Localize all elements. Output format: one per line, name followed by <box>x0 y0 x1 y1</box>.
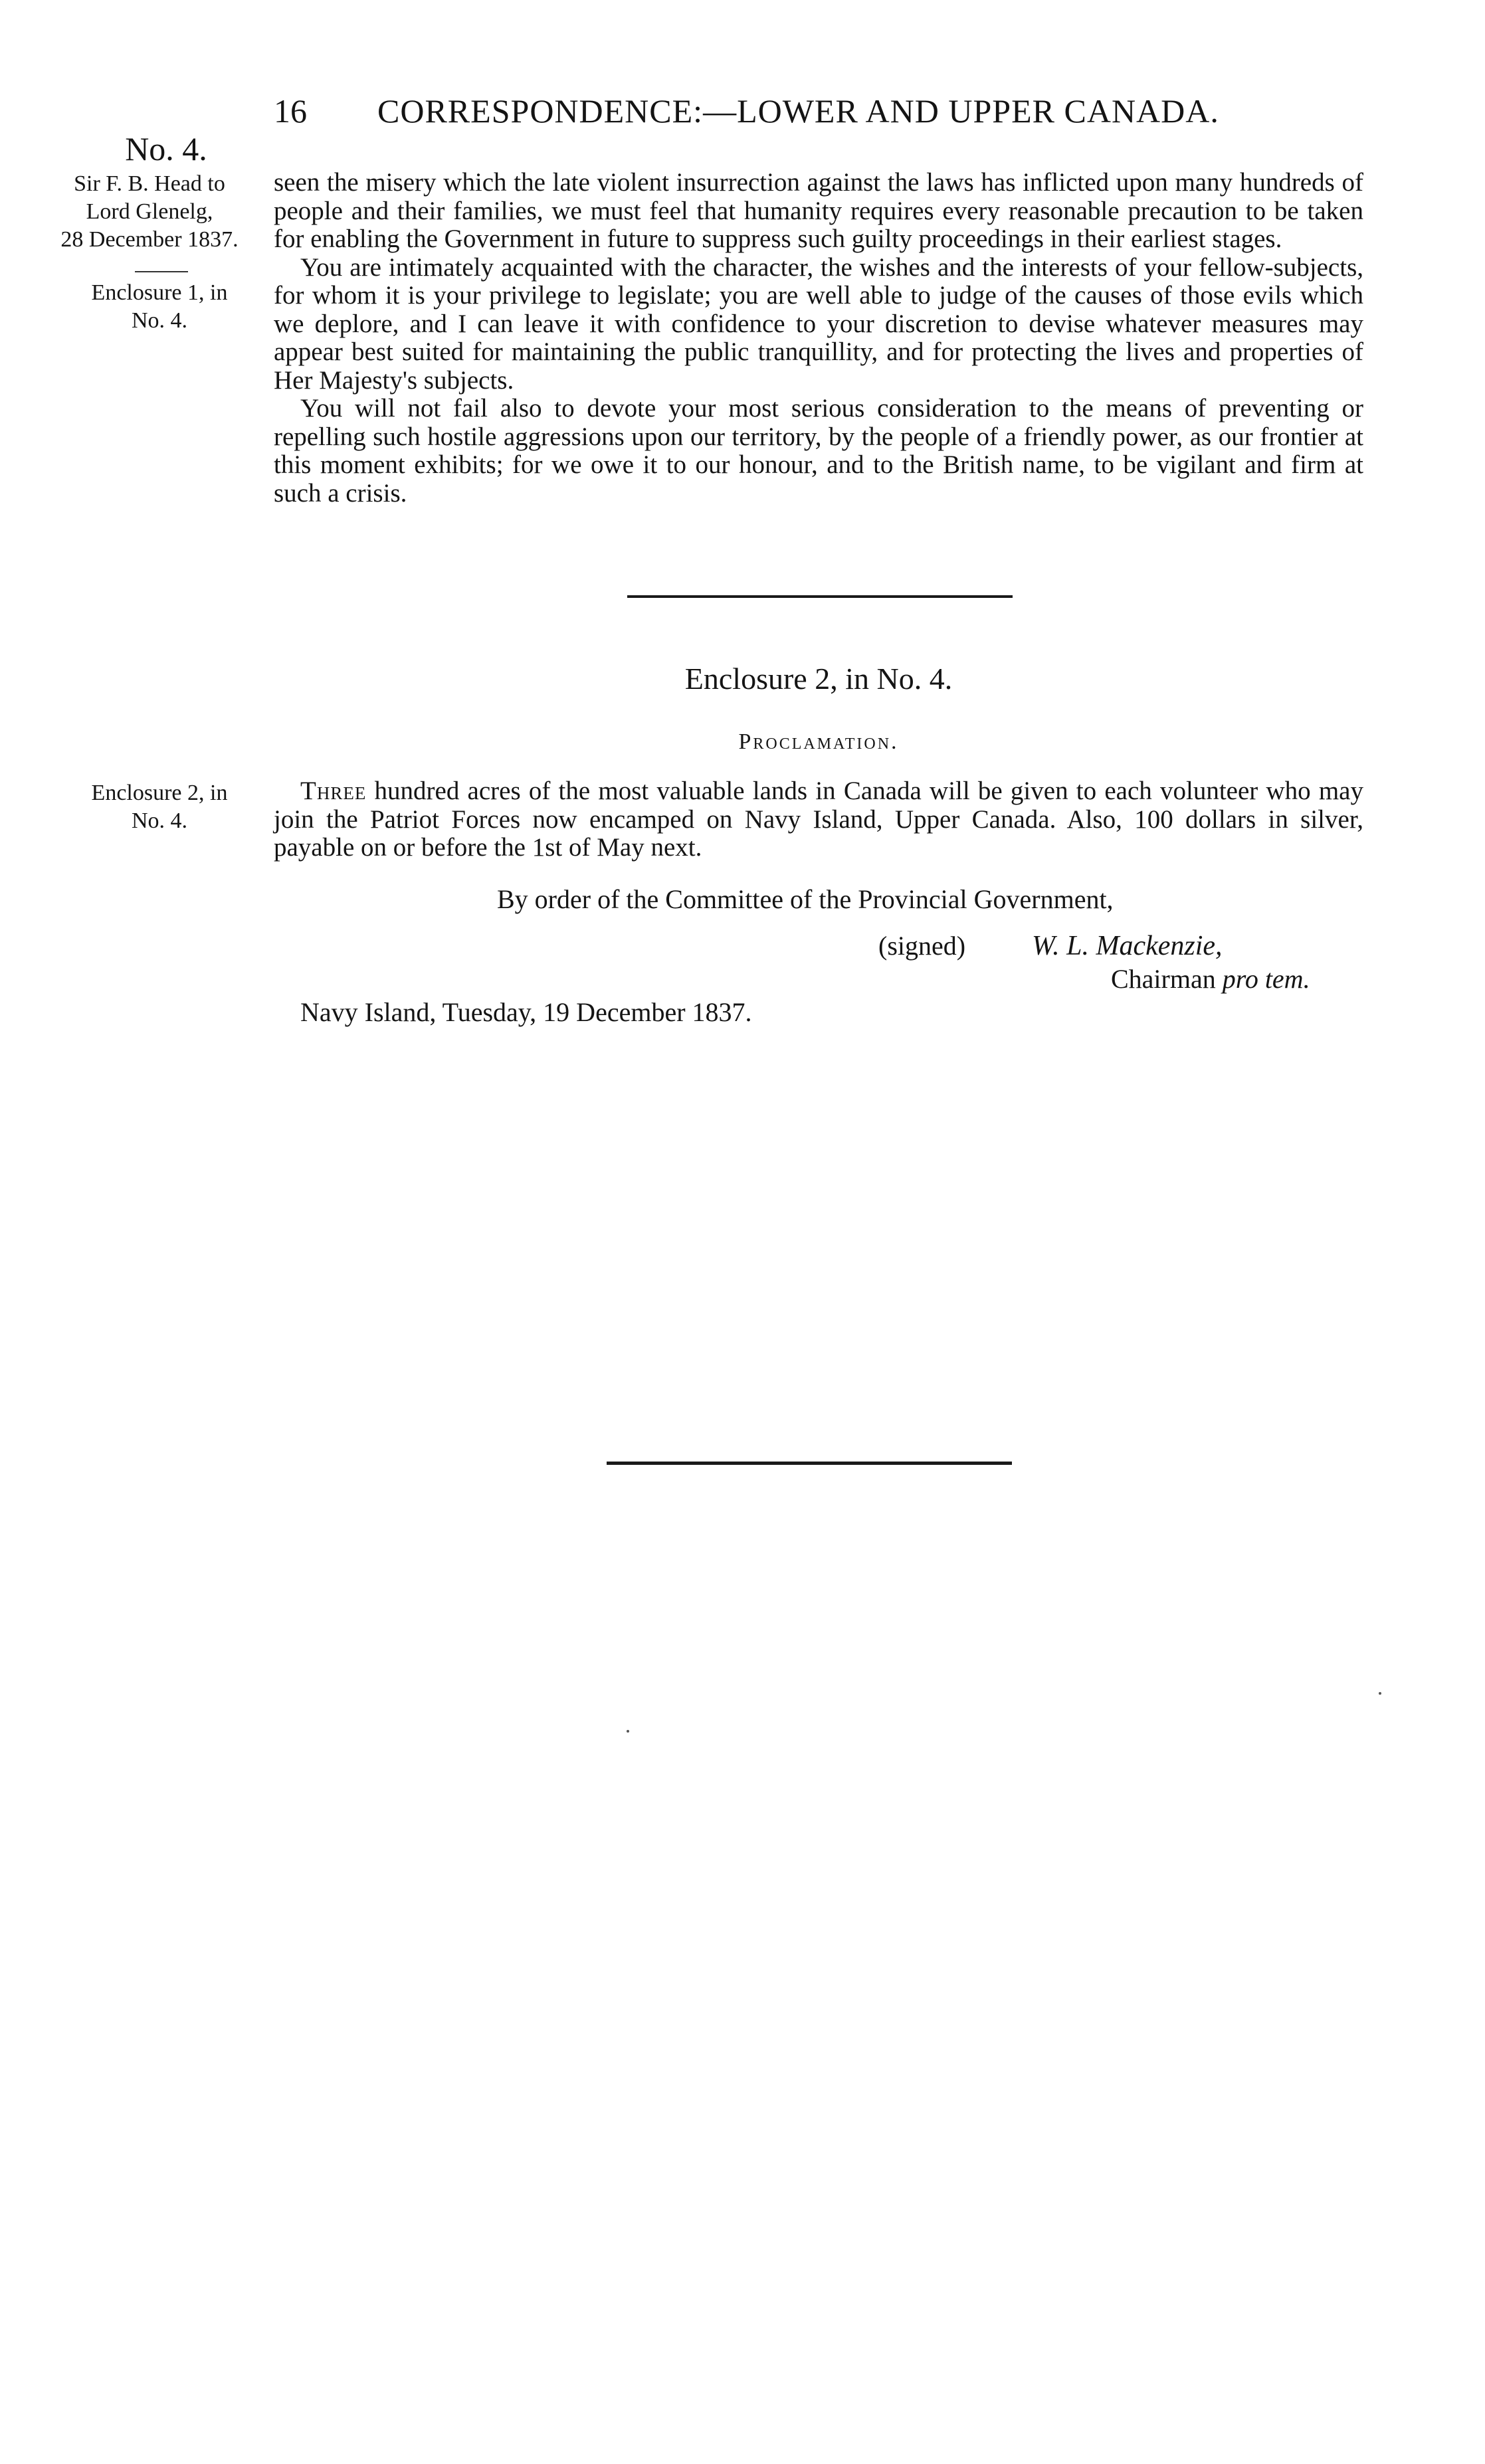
signatory-name: W. L. Mackenzie, <box>1032 931 1223 961</box>
proclamation-text <box>274 777 1363 862</box>
end-divider <box>607 1462 1012 1465</box>
place-and-date: Navy Island, Tuesday, 19 December 1837. <box>300 997 752 1027</box>
margin-line-date: 28 December 1837. <box>60 227 239 252</box>
proclamation-body: hundred acres of the most valuable lands in Canada will be given to each volunteer who may join the Patriot Forces now encamped on Navy Island, Upper Canada. Also, 100 dollars in silver, payable on or before the 1st of May next. <box>274 777 1363 862</box>
signed-label: (signed) <box>878 931 966 961</box>
enclosure-1-text <box>274 169 1363 508</box>
running-title: CORRESPONDENCE:—LOWER AND UPPER CANADA. <box>377 92 1219 130</box>
margin-document-number: No. 4. <box>125 130 207 167</box>
margin-note-correspondence <box>50 170 249 254</box>
proclamation-first-word: Three <box>300 777 367 805</box>
margin-note-enclosure-2 <box>60 779 259 835</box>
enclosure-1-paragraph-1: seen the misery which the late violent insurrection against the laws has inflicted upon many hundreds of people and their families, we must feel that humanity requires every reasonable precaution to be taken for enabling the Government in future to suppress such guilty proceedings in their earliest stages. <box>274 168 1363 253</box>
margin-line-sender: Sir F. B. Head to <box>74 171 225 196</box>
margin-enclosure-2-line2: No. 4. <box>131 808 188 833</box>
enclosure-1-paragraph-2: You are intimately acquainted with the character, the wishes and the interests of your fellow-subjects, for whom it is your privilege to legislate; you are well able to judge of the causes of those evils which we deplore, and I can leave it with confidence to your discretion to devise whatever measures may appear best suited for maintaining the public tranquillity, and for protecting the lives and properties of Her Majesty's subjects. <box>274 252 1363 395</box>
section-divider <box>627 595 1013 598</box>
by-order-line: By order of the Committee of the Provincial Government, <box>497 884 1114 914</box>
margin-enclosure-2-line1: Enclosure 2, in <box>91 781 228 805</box>
margin-enclosure-1-line1: Enclosure 1, in <box>91 280 228 305</box>
enclosure-2-heading: Enclosure 2, in No. 4. <box>684 662 953 696</box>
margin-line-recipient: Lord Glenelg, <box>86 199 213 224</box>
scan-speck <box>1379 1692 1381 1695</box>
enclosure-1-paragraph-3: You will not fail also to devote your most serious consideration to the means of preventing or repelling such hostile aggressions upon our territory, by the people of a friendly power, as our frontier at this moment exhibits; for we owe it to our honour, and to the British name, to be vigilant and firm at such a crisis. <box>274 394 1363 508</box>
pro-tem-label: pro tem. <box>1222 964 1310 994</box>
margin-divider <box>135 271 188 272</box>
proclamation-heading: Proclamation. <box>738 729 899 754</box>
chairman-label: Chairman <box>1111 964 1216 994</box>
margin-enclosure-1-line2: No. 4. <box>131 308 188 333</box>
proclamation-paragraph <box>274 777 1363 862</box>
page-number: 16 <box>274 92 307 130</box>
scan-speck <box>627 1730 629 1733</box>
margin-note-enclosure-1 <box>60 279 259 335</box>
chairman-title <box>1111 963 1310 995</box>
